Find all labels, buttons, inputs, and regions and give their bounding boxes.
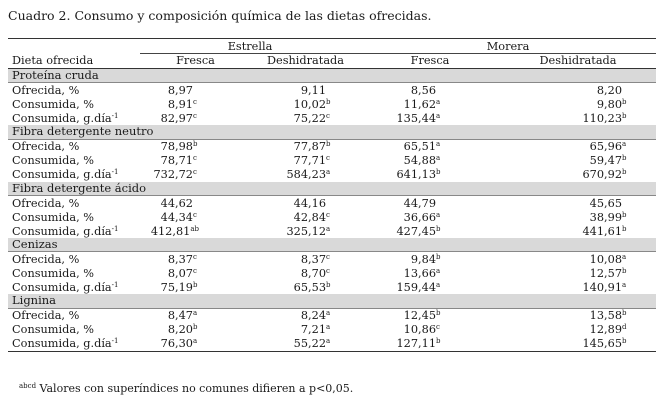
cell-value: 36,66	[403, 210, 437, 224]
table-cell: 8,24$^a$	[300, 309, 331, 323]
table-cell: 12,89$^d$	[589, 323, 627, 337]
table-cell	[360, 83, 500, 98]
cell-value: 10,02	[293, 97, 327, 111]
table-cell: 412,81$^{ab}$	[150, 224, 199, 238]
row-label	[8, 323, 140, 337]
row-label-unit-sup: -1	[111, 168, 119, 177]
row-label-text: Ofrecida, %	[12, 83, 80, 97]
cell-value: 641,13	[396, 168, 437, 182]
cell-value: 8,37	[167, 253, 193, 267]
row-label-text: Consumida, g.día	[12, 337, 112, 351]
cell-value: 13,58	[589, 309, 623, 323]
table-row	[8, 266, 656, 280]
table-cell: 12,45$^b$	[403, 309, 441, 323]
column-header-deshidratada-estrella: Deshidratada	[251, 54, 360, 68]
table-cell: 8,07$^c$	[167, 267, 197, 281]
row-label-unit-sup: -1	[111, 224, 119, 233]
cell-value: 75,19	[160, 281, 193, 295]
table-cell: 10,02$^b$	[293, 97, 331, 111]
group-header-estrella: Estrella	[140, 39, 360, 54]
table-cell: 76,30$^a$	[140, 337, 251, 352]
row-label-unit-sup: -1	[111, 337, 119, 346]
table-cell: 127,11$^b$	[360, 337, 500, 352]
table-cell: 10,08$^a$	[589, 253, 627, 267]
cell-value: 44,34	[160, 210, 193, 224]
cell-value: 127,11	[396, 337, 437, 351]
row-label	[8, 210, 140, 224]
column-header-fresca-estrella: Fresca	[140, 54, 251, 68]
row-label	[8, 154, 140, 168]
table-row	[8, 168, 656, 182]
table-cell: 77,71$^c$	[293, 154, 330, 168]
row-label-text: Consumida, %	[12, 97, 95, 111]
row-label	[8, 337, 140, 352]
table-row	[8, 280, 656, 294]
table-cell: 7,21$^a$	[300, 323, 331, 337]
table-cell: 9,80$^b$	[596, 97, 627, 111]
table-cell: 75,22$^c$	[293, 111, 330, 125]
row-label	[8, 280, 140, 294]
row-label	[8, 139, 140, 154]
row-label-text: Consumida, g.día	[12, 224, 112, 238]
row-label-unit-sup: -1	[111, 111, 119, 120]
table-cell: 441,61$^b$	[582, 224, 627, 238]
table-cell: 38,99$^b$	[589, 210, 627, 224]
cell-value: 8,20	[167, 323, 193, 337]
footnote	[19, 382, 353, 395]
section-header-row	[8, 68, 656, 82]
cell-value: 77,87	[293, 140, 327, 154]
section-title: Fibra detergente ácido	[8, 182, 656, 196]
cell-value: 10,86	[403, 323, 437, 337]
row-label-text: Ofrecida, %	[12, 196, 80, 210]
table-cell: 140,91$^a$	[582, 281, 627, 295]
table-row	[8, 308, 656, 323]
cell-value: 427,45	[396, 224, 437, 238]
table-cell	[140, 196, 251, 211]
footnote-superscripts: abcd	[19, 382, 37, 390]
table-cell: 82,97$^c$	[160, 111, 197, 125]
table-cell: 641,13$^b$	[396, 168, 441, 182]
column-header-fresca-morera: Fresca	[360, 54, 500, 68]
table-cell	[251, 83, 360, 98]
table-cell: 13,66$^a$	[403, 267, 441, 281]
table-cell: 10,86$^c$	[403, 323, 440, 337]
table-row	[8, 210, 656, 224]
cell-value: 75,22	[293, 111, 327, 125]
row-label-text: Consumida, %	[12, 267, 95, 281]
cell-value: 670,92	[582, 168, 623, 182]
table-cell: 75,19$^b$	[160, 281, 198, 295]
row-label	[8, 111, 140, 125]
cell-value: 325,12	[286, 224, 327, 238]
cell-value: 65,96	[589, 140, 623, 154]
section-header-row	[8, 125, 656, 139]
section-header-row	[8, 182, 656, 196]
table-cell	[140, 83, 251, 98]
cell-value: 9,84	[410, 253, 437, 267]
cell-value: 59,47	[589, 154, 623, 168]
cell-value: 8,47	[167, 309, 193, 323]
table-cell: 44,34$^c$	[160, 210, 197, 224]
cell-value: 8,20	[596, 83, 623, 97]
table-row	[8, 337, 656, 352]
cell-value: 8,56	[410, 83, 437, 97]
table-cell: 159,44$^a$	[396, 281, 441, 295]
cell-value: 8,91	[167, 97, 193, 111]
cell-value: 54,88	[403, 154, 437, 168]
cell-value: 7,21	[300, 323, 327, 337]
cell-value: 159,44	[396, 281, 437, 295]
cell-value: 8,70	[300, 267, 327, 281]
row-label-text: Consumida, %	[12, 154, 95, 168]
section-title: Fibra detergente neutro	[8, 125, 656, 139]
section-header-row	[8, 294, 656, 308]
table-cell: 670,92$^b$	[582, 168, 627, 182]
section-header-row	[8, 238, 656, 252]
cell-value: 44,62	[160, 196, 193, 210]
table-row	[8, 196, 656, 211]
table-cell: 8,20$^b$	[167, 323, 198, 337]
table-caption: Cuadro 2. Consumo y composición química de las dietas ofrecidas.	[8, 8, 432, 23]
cell-value: 55,22	[293, 337, 327, 351]
diet-composition-table	[8, 38, 656, 352]
cell-value: 8,24	[300, 309, 327, 323]
cell-value: 135,44	[396, 111, 437, 125]
row-label-text: Consumida, %	[12, 210, 95, 224]
table-cell: 8,47$^a$	[167, 309, 198, 323]
table-cell: 110,23$^b$	[582, 111, 627, 125]
cell-value: 42,84	[293, 210, 327, 224]
table-cell: 8,70$^c$	[300, 267, 330, 281]
table-cell: 42,84$^c$	[293, 210, 330, 224]
table-cell: 54,88$^a$	[403, 154, 441, 168]
cell-value: 38,99	[589, 210, 623, 224]
group-header-row	[8, 39, 656, 54]
table-cell: 135,44$^a$	[396, 111, 441, 125]
section-title: Proteína cruda	[8, 68, 656, 82]
cell-value: 13,66	[403, 267, 437, 281]
table-cell: 732,72$^c$	[153, 168, 197, 182]
row-label	[8, 252, 140, 267]
row-label-text: Consumida, g.día	[12, 111, 112, 125]
cell-value: 65,51	[403, 140, 437, 154]
cell-value: 12,89	[589, 323, 623, 337]
table-row	[8, 139, 656, 154]
cell-value: 76,30	[160, 337, 193, 351]
table-cell: 77,87$^b$	[293, 140, 331, 154]
cell-value: 10,08	[589, 253, 623, 267]
cell-value: 77,71	[293, 154, 327, 168]
row-label	[8, 168, 140, 182]
table-cell	[500, 196, 656, 211]
row-label-text: Ofrecida, %	[12, 309, 80, 323]
table-cell: 36,66$^a$	[403, 210, 441, 224]
table-cell: 8,37$^c$	[300, 253, 330, 267]
column-header-row	[8, 54, 656, 68]
table-cell: 65,53$^b$	[293, 281, 331, 295]
table-cell: 8,91$^c$	[167, 97, 197, 111]
row-label	[8, 83, 140, 98]
table-cell: 11,62$^a$	[403, 97, 441, 111]
table-row	[8, 154, 656, 168]
table-cell: 145,65$^b$	[500, 337, 656, 352]
section-title: Cenizas	[8, 238, 656, 252]
cell-value: 110,23	[582, 111, 623, 125]
group-header-morera: Morera	[360, 39, 656, 54]
table-cell: 13,58$^b$	[589, 309, 627, 323]
table-row	[8, 97, 656, 111]
cell-value: 9,11	[300, 83, 327, 97]
row-label-unit-sup: -1	[111, 281, 119, 290]
table-row	[8, 111, 656, 125]
row-label-text: Consumida, g.día	[12, 168, 112, 182]
cell-value: 82,97	[160, 111, 193, 125]
table-cell: 59,47$^b$	[589, 154, 627, 168]
column-header-dieta: Dieta ofrecida	[8, 54, 140, 68]
cell-value: 78,71	[160, 154, 193, 168]
column-header-deshidratada-morera: Deshidratada	[500, 54, 656, 68]
cell-value: 65,53	[293, 281, 327, 295]
cell-value: 78,98	[160, 140, 193, 154]
cell-value: 8,07	[167, 267, 193, 281]
section-title: Lignina	[8, 294, 656, 308]
row-label-text: Consumida, %	[12, 323, 95, 337]
cell-value: 441,61	[582, 224, 623, 238]
cell-value: 412,81	[150, 224, 191, 238]
table-row	[8, 252, 656, 267]
row-label	[8, 196, 140, 211]
row-label	[8, 308, 140, 323]
table-cell: 78,71$^c$	[160, 154, 197, 168]
table-cell: 9,84$^b$	[410, 253, 441, 267]
cell-value: 11,62	[403, 97, 437, 111]
table-row	[8, 323, 656, 337]
cell-value: 8,97	[167, 83, 193, 97]
cell-value: 584,23	[286, 168, 327, 182]
table-cell: 8,37$^c$	[167, 253, 197, 267]
row-label-text: Ofrecida, %	[12, 253, 80, 267]
row-label	[8, 266, 140, 280]
cell-value: 12,45	[403, 309, 437, 323]
footnote-text: Valores con superíndices no comunes difieren a p<0,05.	[36, 382, 354, 395]
cell-value: 45,65	[589, 196, 623, 210]
table-cell: 65,96$^a$	[589, 140, 627, 154]
table-cell: 78,98$^b$	[160, 140, 198, 154]
table-cell: 55,22$^a$	[251, 337, 360, 352]
cell-value: 12,57	[589, 267, 623, 281]
table-cell: 584,23$^a$	[286, 168, 331, 182]
row-label-text: Ofrecida, %	[12, 140, 80, 154]
cell-value: 8,37	[300, 253, 327, 267]
table-cell	[251, 196, 360, 211]
row-label	[8, 224, 140, 238]
cell-value: 140,91	[582, 281, 623, 295]
table-cell: 65,51$^a$	[403, 140, 441, 154]
row-label-text: Consumida, g.día	[12, 281, 112, 295]
row-label	[8, 97, 140, 111]
table-cell: 12,57$^b$	[589, 267, 627, 281]
table-cell: 427,45$^b$	[396, 224, 441, 238]
table-cell	[360, 196, 500, 211]
table-cell	[500, 83, 656, 98]
cell-value: 732,72	[153, 168, 193, 182]
cell-value: 9,80	[596, 97, 623, 111]
table-row	[8, 224, 656, 238]
cell-value: 145,65	[582, 337, 623, 351]
cell-value: 44,79	[403, 196, 437, 210]
cell-value: 44,16	[293, 196, 327, 210]
table-row	[8, 83, 656, 98]
table-cell: 325,12$^a$	[286, 224, 331, 238]
